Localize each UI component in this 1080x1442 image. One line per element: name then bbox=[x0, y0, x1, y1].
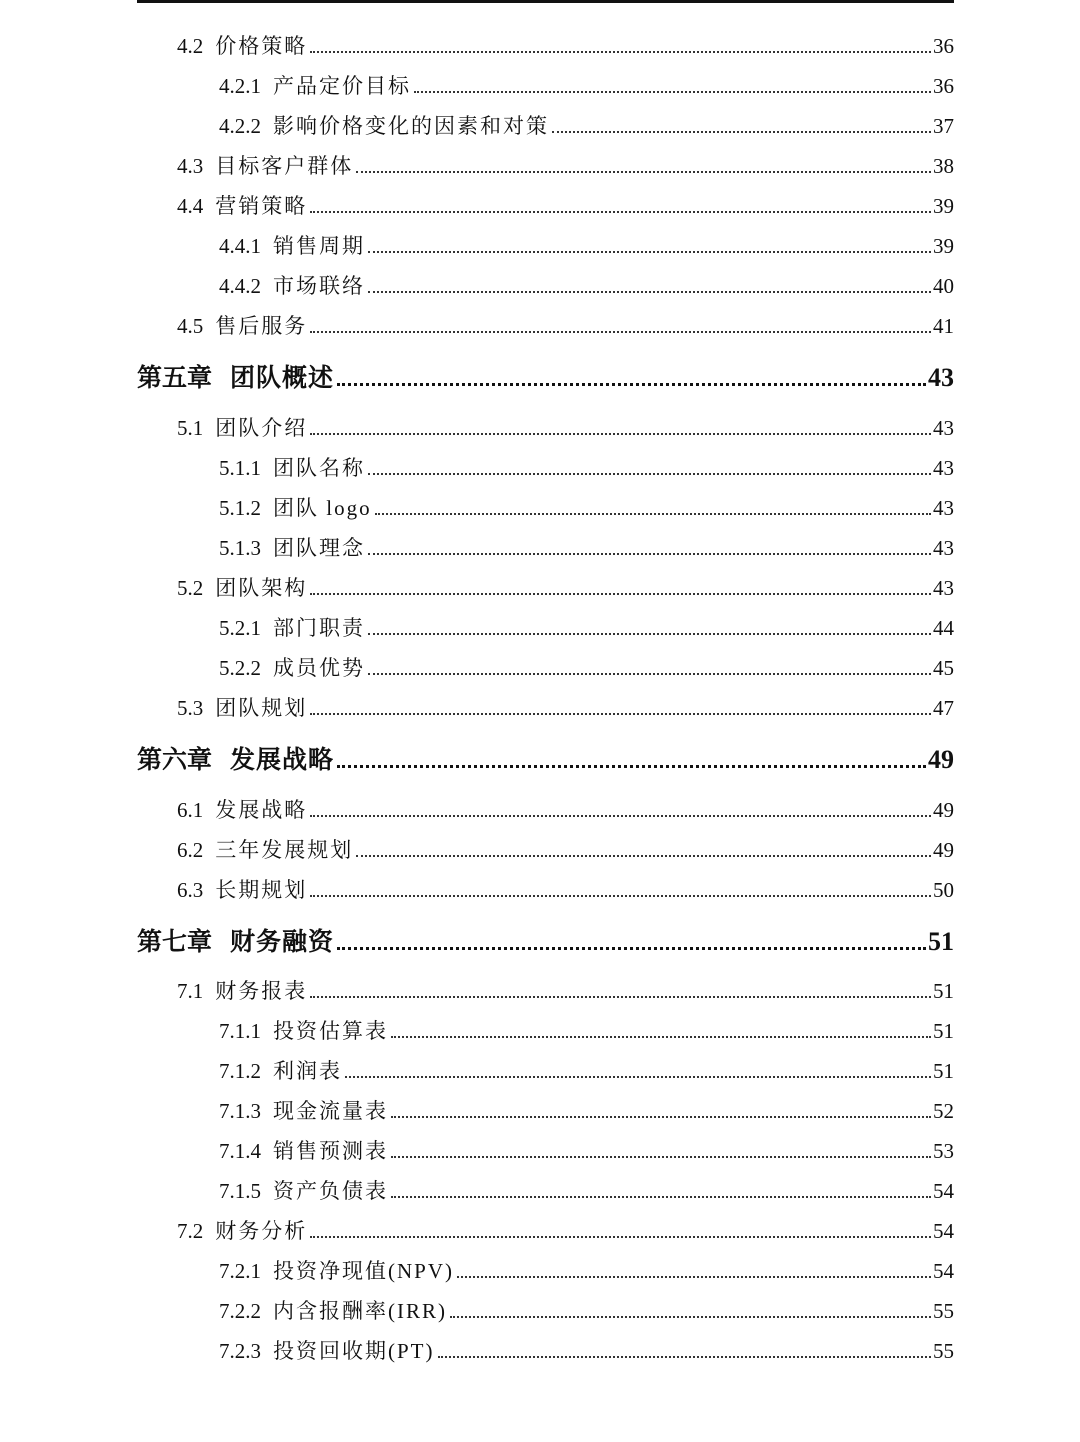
toc-entry-title: 部门职责 bbox=[273, 616, 365, 640]
toc-entry-label bbox=[177, 190, 307, 220]
toc-entry-number: 5.2.2 bbox=[219, 656, 261, 680]
dot-leader bbox=[345, 1076, 931, 1078]
toc-entry-title: 产品定价目标 bbox=[273, 74, 411, 98]
top-rule bbox=[137, 0, 954, 3]
toc-page-number: 39 bbox=[933, 234, 954, 258]
dot-leader bbox=[310, 433, 931, 435]
toc-entry-title: 财务分析 bbox=[215, 1219, 308, 1243]
dot-leader bbox=[337, 947, 926, 950]
toc-page-number: 51 bbox=[933, 1019, 954, 1043]
toc-entry[interactable] bbox=[177, 190, 954, 220]
toc-entry-label bbox=[219, 452, 365, 482]
dot-leader bbox=[391, 1156, 931, 1158]
toc-entry-label bbox=[219, 270, 365, 300]
toc-entry[interactable] bbox=[219, 532, 954, 562]
toc-page-number: 49 bbox=[933, 798, 954, 822]
toc-entry-title: 团队理念 bbox=[273, 536, 365, 560]
toc-page-number: 45 bbox=[933, 656, 954, 680]
toc-entry-label bbox=[219, 652, 365, 682]
dot-leader bbox=[337, 765, 926, 768]
toc-entry[interactable] bbox=[219, 612, 954, 642]
toc-page-number: 38 bbox=[933, 154, 954, 178]
toc-entry-title: 投资估算表 bbox=[273, 1019, 388, 1043]
toc-entry-number: 6.3 bbox=[177, 878, 204, 902]
toc-entry-label bbox=[137, 922, 334, 958]
toc-entry-title: 价格策略 bbox=[215, 34, 308, 58]
dot-leader bbox=[310, 51, 931, 53]
toc-page-number: 37 bbox=[933, 114, 954, 138]
dot-leader bbox=[310, 211, 931, 213]
toc-entry-label bbox=[219, 1335, 435, 1365]
toc-entry-title: 影响价格变化的因素和对策 bbox=[273, 114, 549, 138]
toc-entry-title: 销售周期 bbox=[273, 234, 365, 258]
toc-entry-title: 长期规划 bbox=[215, 878, 308, 902]
toc-page-number: 53 bbox=[933, 1139, 954, 1163]
toc-entry-label bbox=[219, 532, 365, 562]
toc-entry-title: 团队概述 bbox=[230, 365, 335, 392]
toc-page-number: 51 bbox=[933, 1059, 954, 1083]
toc-page-number: 43 bbox=[933, 416, 954, 440]
toc-page-number: 43 bbox=[933, 496, 954, 520]
toc-entry[interactable] bbox=[177, 310, 954, 340]
toc-entry-title: 现金流量表 bbox=[273, 1099, 388, 1123]
dot-leader bbox=[391, 1196, 931, 1198]
toc-entry-label bbox=[137, 740, 334, 776]
toc-entry-number: 第七章 bbox=[137, 929, 213, 956]
toc-page-number: 43 bbox=[928, 363, 954, 392]
toc-entry-number: 4.3 bbox=[177, 154, 204, 178]
dot-leader bbox=[375, 513, 931, 515]
dot-leader bbox=[356, 855, 931, 857]
toc-entry-number: 7.2.3 bbox=[219, 1339, 261, 1363]
toc-entry-number: 4.4 bbox=[177, 194, 204, 218]
toc-entry-number: 5.1 bbox=[177, 416, 204, 440]
toc-entry-title: 投资净现值(NPV) bbox=[273, 1259, 454, 1283]
toc-entry-number: 6.2 bbox=[177, 838, 204, 862]
toc-page-number: 49 bbox=[933, 838, 954, 862]
dot-leader bbox=[368, 633, 931, 635]
toc-entry-title: 财务报表 bbox=[215, 979, 308, 1003]
toc-entry[interactable] bbox=[177, 975, 954, 1005]
toc-page-number: 51 bbox=[933, 979, 954, 1003]
toc-page-number: 39 bbox=[933, 194, 954, 218]
toc-entry-number: 7.1.5 bbox=[219, 1179, 261, 1203]
toc-entry[interactable] bbox=[219, 1015, 954, 1045]
toc-entry-label bbox=[219, 1095, 388, 1125]
toc-entry-number: 4.2.2 bbox=[219, 114, 261, 138]
toc-entry-number: 第六章 bbox=[137, 747, 213, 774]
toc-entry-number: 4.4.1 bbox=[219, 234, 261, 258]
toc-entry-label bbox=[177, 794, 307, 824]
toc-entry[interactable] bbox=[177, 150, 954, 180]
toc-entry-title: 三年发展规划 bbox=[215, 838, 354, 862]
toc-entry-number: 7.1 bbox=[177, 979, 204, 1003]
toc-entry-label bbox=[219, 70, 411, 100]
toc-entry[interactable] bbox=[219, 492, 954, 522]
toc-entry-number: 4.5 bbox=[177, 314, 204, 338]
toc-chapter-entry[interactable] bbox=[137, 358, 954, 394]
toc-entry[interactable] bbox=[219, 1255, 954, 1285]
dot-leader bbox=[310, 895, 931, 897]
toc-entry-title: 销售预测表 bbox=[273, 1139, 388, 1163]
toc-page-number: 36 bbox=[933, 74, 954, 98]
toc-entry[interactable] bbox=[219, 452, 954, 482]
toc-entry-number: 5.2 bbox=[177, 576, 204, 600]
toc-entry[interactable] bbox=[219, 1295, 954, 1325]
toc-entry-title: 团队架构 bbox=[215, 576, 308, 600]
dot-leader bbox=[310, 996, 931, 998]
toc-entry[interactable] bbox=[177, 874, 954, 904]
toc-entry-number: 5.2.1 bbox=[219, 616, 261, 640]
toc-entry[interactable] bbox=[219, 1055, 954, 1085]
toc-page-number: 43 bbox=[933, 576, 954, 600]
toc-entry-label bbox=[177, 30, 307, 60]
dot-leader bbox=[438, 1356, 932, 1358]
toc-page-number: 50 bbox=[933, 878, 954, 902]
toc-entry-label bbox=[219, 612, 365, 642]
toc-entry[interactable] bbox=[219, 1335, 954, 1365]
dot-leader bbox=[368, 553, 931, 555]
toc-entry-label bbox=[177, 572, 307, 602]
toc-entry[interactable] bbox=[177, 30, 954, 60]
dot-leader bbox=[337, 383, 926, 386]
dot-leader bbox=[368, 473, 931, 475]
toc-page-number: 43 bbox=[933, 536, 954, 560]
toc-entry-title: 市场联络 bbox=[273, 274, 365, 298]
toc-entry[interactable] bbox=[219, 230, 954, 260]
toc-entry-number: 7.1.3 bbox=[219, 1099, 261, 1123]
dot-leader bbox=[368, 291, 931, 293]
toc-entry-label bbox=[177, 975, 307, 1005]
dot-leader bbox=[310, 713, 931, 715]
toc-entry-label bbox=[177, 692, 307, 722]
toc-entry[interactable] bbox=[177, 1215, 954, 1245]
toc-entry-title: 利润表 bbox=[273, 1059, 342, 1083]
toc-page-number: 40 bbox=[933, 274, 954, 298]
toc-entry-number: 5.1.1 bbox=[219, 456, 261, 480]
dot-leader bbox=[310, 331, 931, 333]
toc-entry-label bbox=[137, 358, 334, 394]
toc-entry-title: 团队名称 bbox=[273, 456, 365, 480]
toc-entry-label bbox=[219, 1055, 342, 1085]
toc-entry-number: 7.2 bbox=[177, 1219, 204, 1243]
toc-entry[interactable] bbox=[177, 692, 954, 722]
toc-page-number: 51 bbox=[928, 927, 954, 956]
toc-page-number: 55 bbox=[933, 1339, 954, 1363]
toc-entry[interactable] bbox=[219, 1135, 954, 1165]
dot-leader bbox=[414, 91, 931, 93]
toc-entry-number: 第五章 bbox=[137, 365, 213, 392]
dot-leader bbox=[310, 593, 931, 595]
toc-entry-label bbox=[177, 1215, 307, 1245]
toc-page-number: 49 bbox=[928, 745, 954, 774]
toc-page-number: 47 bbox=[933, 696, 954, 720]
toc-entry-number: 5.1.2 bbox=[219, 496, 261, 520]
toc-entry[interactable] bbox=[219, 270, 954, 300]
toc-entry-title: 发展战略 bbox=[230, 747, 335, 774]
dot-leader bbox=[356, 171, 931, 173]
toc-entry-title: 团队 logo bbox=[273, 496, 372, 520]
dot-leader bbox=[368, 251, 931, 253]
toc-entry-label bbox=[177, 310, 307, 340]
toc-page-number: 43 bbox=[933, 456, 954, 480]
toc-entry-label bbox=[219, 230, 365, 260]
toc-entry-number: 7.1.4 bbox=[219, 1139, 261, 1163]
dot-leader bbox=[310, 1236, 931, 1238]
toc-page-number: 52 bbox=[933, 1099, 954, 1123]
toc-entry-title: 成员优势 bbox=[273, 656, 365, 680]
toc-entry-label bbox=[177, 834, 353, 864]
toc-entry[interactable] bbox=[219, 1175, 954, 1205]
toc-entry[interactable] bbox=[177, 834, 954, 864]
toc-entry[interactable] bbox=[177, 412, 954, 442]
toc-chapter-entry[interactable] bbox=[137, 922, 954, 958]
toc-entry-label bbox=[219, 492, 372, 522]
dot-leader bbox=[552, 131, 931, 133]
toc-entry-number: 7.2.1 bbox=[219, 1259, 261, 1283]
toc-entry-label bbox=[177, 874, 307, 904]
toc-page-number: 55 bbox=[933, 1299, 954, 1323]
dot-leader bbox=[310, 815, 931, 817]
toc-entry-title: 团队规划 bbox=[215, 696, 308, 720]
toc-entry-number: 4.2.1 bbox=[219, 74, 261, 98]
toc-entry-title: 资产负债表 bbox=[273, 1179, 388, 1203]
toc-entry-title: 发展战略 bbox=[215, 798, 308, 822]
toc-page-number: 54 bbox=[933, 1179, 954, 1203]
toc-entry-title: 营销策略 bbox=[215, 194, 308, 218]
toc-entry[interactable] bbox=[219, 1095, 954, 1125]
toc-entry[interactable] bbox=[219, 70, 954, 100]
toc-entry-title: 投资回收期(PT) bbox=[273, 1339, 435, 1363]
toc-entry-number: 7.2.2 bbox=[219, 1299, 261, 1323]
toc-entry-title: 目标客户群体 bbox=[215, 154, 354, 178]
dot-leader bbox=[368, 673, 931, 675]
toc-entry-number: 6.1 bbox=[177, 798, 204, 822]
toc-entry-number: 5.1.3 bbox=[219, 536, 261, 560]
toc-entry[interactable] bbox=[219, 110, 954, 140]
toc-entry-label bbox=[219, 1135, 388, 1165]
toc-page-number: 44 bbox=[933, 616, 954, 640]
toc-entry-label bbox=[219, 110, 549, 140]
dot-leader bbox=[391, 1116, 931, 1118]
toc-entry-number: 7.1.1 bbox=[219, 1019, 261, 1043]
toc-entry-label bbox=[219, 1015, 388, 1045]
dot-leader bbox=[391, 1036, 931, 1038]
toc-entry[interactable] bbox=[219, 652, 954, 682]
toc-page-number: 41 bbox=[933, 314, 954, 338]
toc-entry-title: 团队介绍 bbox=[215, 416, 308, 440]
toc-entry-number: 5.3 bbox=[177, 696, 204, 720]
toc-page-number: 36 bbox=[933, 34, 954, 58]
toc-chapter-entry[interactable] bbox=[137, 740, 954, 776]
toc-entry-label bbox=[177, 150, 353, 180]
toc-page-number: 54 bbox=[933, 1219, 954, 1243]
toc-entry-label bbox=[219, 1295, 447, 1325]
toc-entry-number: 7.1.2 bbox=[219, 1059, 261, 1083]
toc-entry-number: 4.2 bbox=[177, 34, 204, 58]
toc-entry-title: 财务融资 bbox=[230, 929, 335, 956]
toc-entry-title: 售后服务 bbox=[215, 314, 308, 338]
dot-leader bbox=[457, 1276, 931, 1278]
toc-entry-number: 4.4.2 bbox=[219, 274, 261, 298]
toc-entry-title: 内含报酬率(IRR) bbox=[273, 1299, 447, 1323]
toc-entry-label bbox=[219, 1175, 388, 1205]
toc-entry[interactable] bbox=[177, 572, 954, 602]
toc-entry[interactable] bbox=[177, 794, 954, 824]
toc-page-number: 54 bbox=[933, 1259, 954, 1283]
toc-entry-label bbox=[177, 412, 307, 442]
dot-leader bbox=[450, 1316, 931, 1318]
toc-entry-label bbox=[219, 1255, 454, 1285]
